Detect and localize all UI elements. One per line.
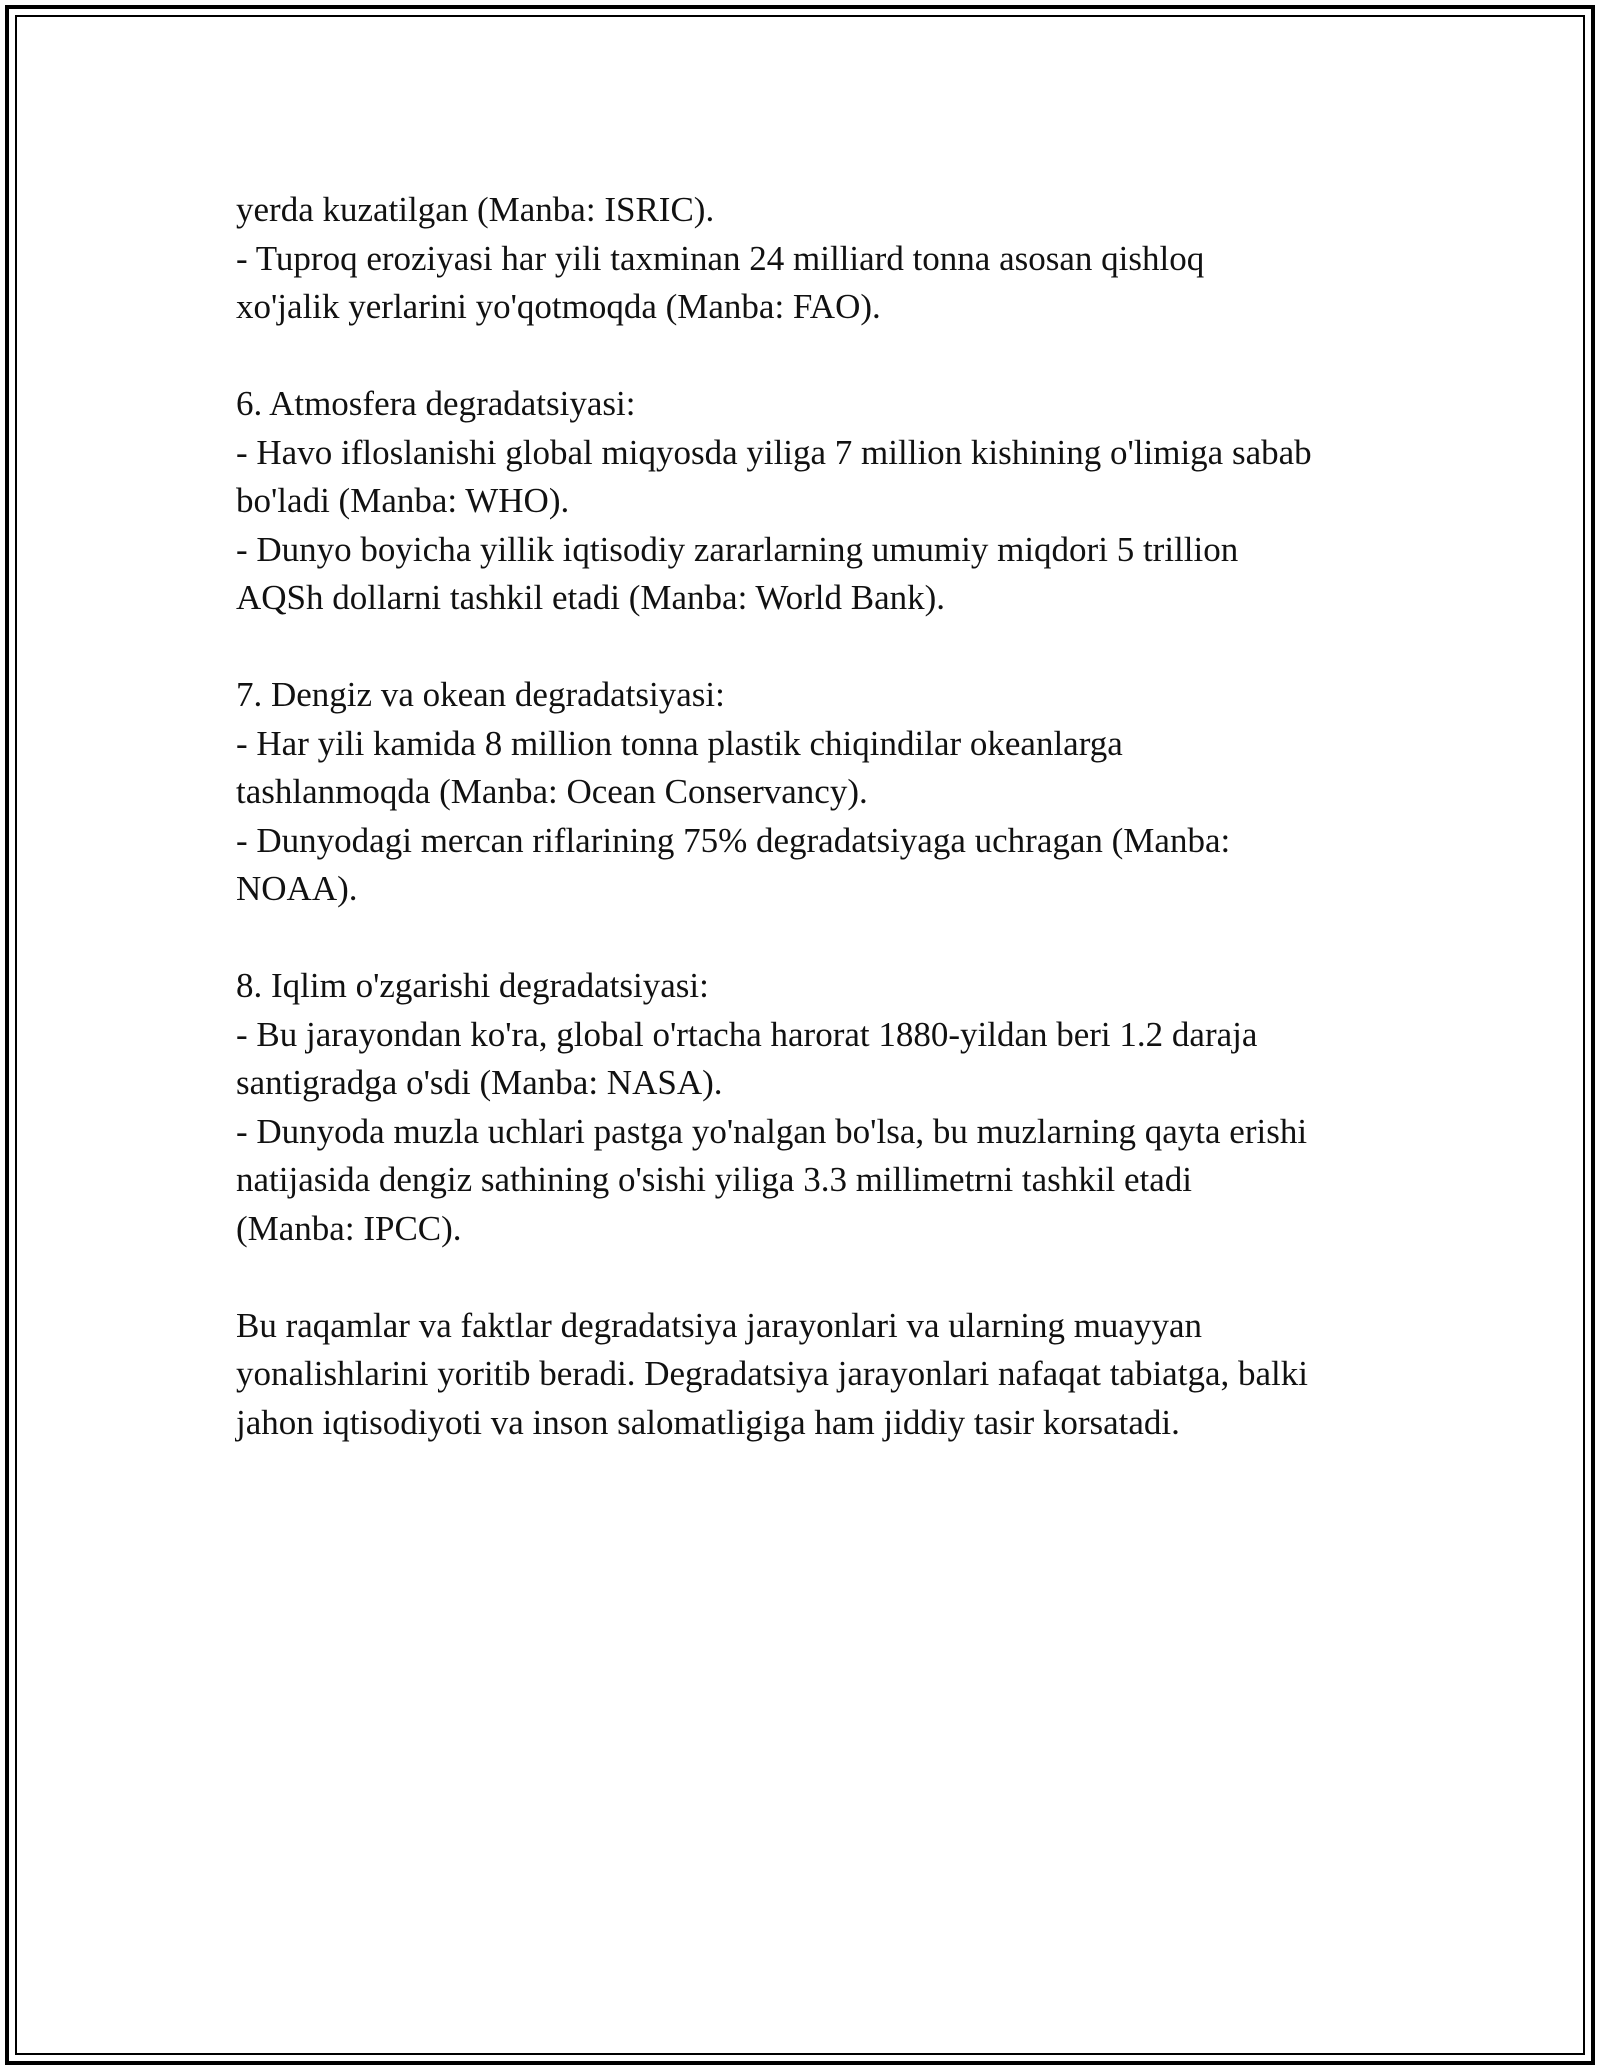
text-line: bo'ladi (Manba: WHO). bbox=[236, 481, 570, 520]
text-line: - Bu jarayondan ko'ra, global o'rtacha harorat 1880-yildan beri 1.2 daraja bbox=[236, 1014, 1258, 1054]
conclusion-line: jahon iqtisodiyoti va inson salomatligiga ham jiddiy tasir korsatadi. bbox=[236, 1402, 1180, 1442]
text-line: - Dunyodagi mercan riflarining 75% degradatsiyaga uchragan (Manba: bbox=[236, 820, 1231, 860]
section-heading: 7. Dengiz va okean degradatsiyasi: bbox=[236, 675, 725, 714]
text-line: - Dunyo boyicha yillik iqtisodiy zararlarning umumiy miqdori 5 trillion bbox=[236, 529, 1239, 569]
text-line: AQSh dollarni tashkil etadi (Manba: World Bank). bbox=[236, 578, 946, 617]
paragraph-gap bbox=[236, 623, 1376, 672]
paragraph-gap bbox=[236, 1253, 1376, 1302]
text-line: (Manba: IPCC). bbox=[236, 1208, 462, 1248]
text-line: natijasida dengiz sathining o'sishi yiliga 3.3 millimetrni tashkil etadi bbox=[236, 1160, 1193, 1199]
text-line: - Har yili kamida 8 million tonna plastik chiqindilar okeanlarga bbox=[236, 723, 1123, 763]
text-line: xo'jalik yerlarini yo'qotmoqda (Manba: FAO). bbox=[236, 287, 881, 326]
text-line: NOAA). bbox=[236, 869, 358, 908]
paragraph-gap bbox=[236, 914, 1376, 963]
text-line: - Havo ifloslanishi global miqyosda yiliga 7 million kishining o'limiga sabab bbox=[236, 432, 1312, 472]
section-heading: 8. Iqlim o'zgarishi degradatsiyasi: bbox=[236, 966, 709, 1005]
text-line: tashlanmoqda (Manba: Ocean Conservancy). bbox=[236, 772, 868, 811]
text-line: - Tuproq eroziyasi har yili taxminan 24 milliard tonna asosan qishloq bbox=[236, 238, 1205, 278]
conclusion-line: yonalishlarini yoritib beradi. Degradatsiya jarayonlari nafaqat tabiatga, balki bbox=[236, 1354, 1308, 1393]
conclusion-line: Bu raqamlar va faktlar degradatsiya jarayonlari va ularning muayyan bbox=[236, 1305, 1202, 1345]
paragraph-gap bbox=[236, 332, 1376, 381]
document-body bbox=[236, 186, 1376, 1447]
text-line: yerda kuzatilgan (Manba: ISRIC). bbox=[236, 190, 715, 229]
section-heading: 6. Atmosfera degradatsiyasi: bbox=[236, 384, 636, 423]
text-line: santigradga o'sdi (Manba: NASA). bbox=[236, 1063, 723, 1102]
text-line: - Dunyoda muzla uchlari pastga yo'nalgan bo'lsa, bu muzlarning qayta erishi bbox=[236, 1111, 1308, 1151]
